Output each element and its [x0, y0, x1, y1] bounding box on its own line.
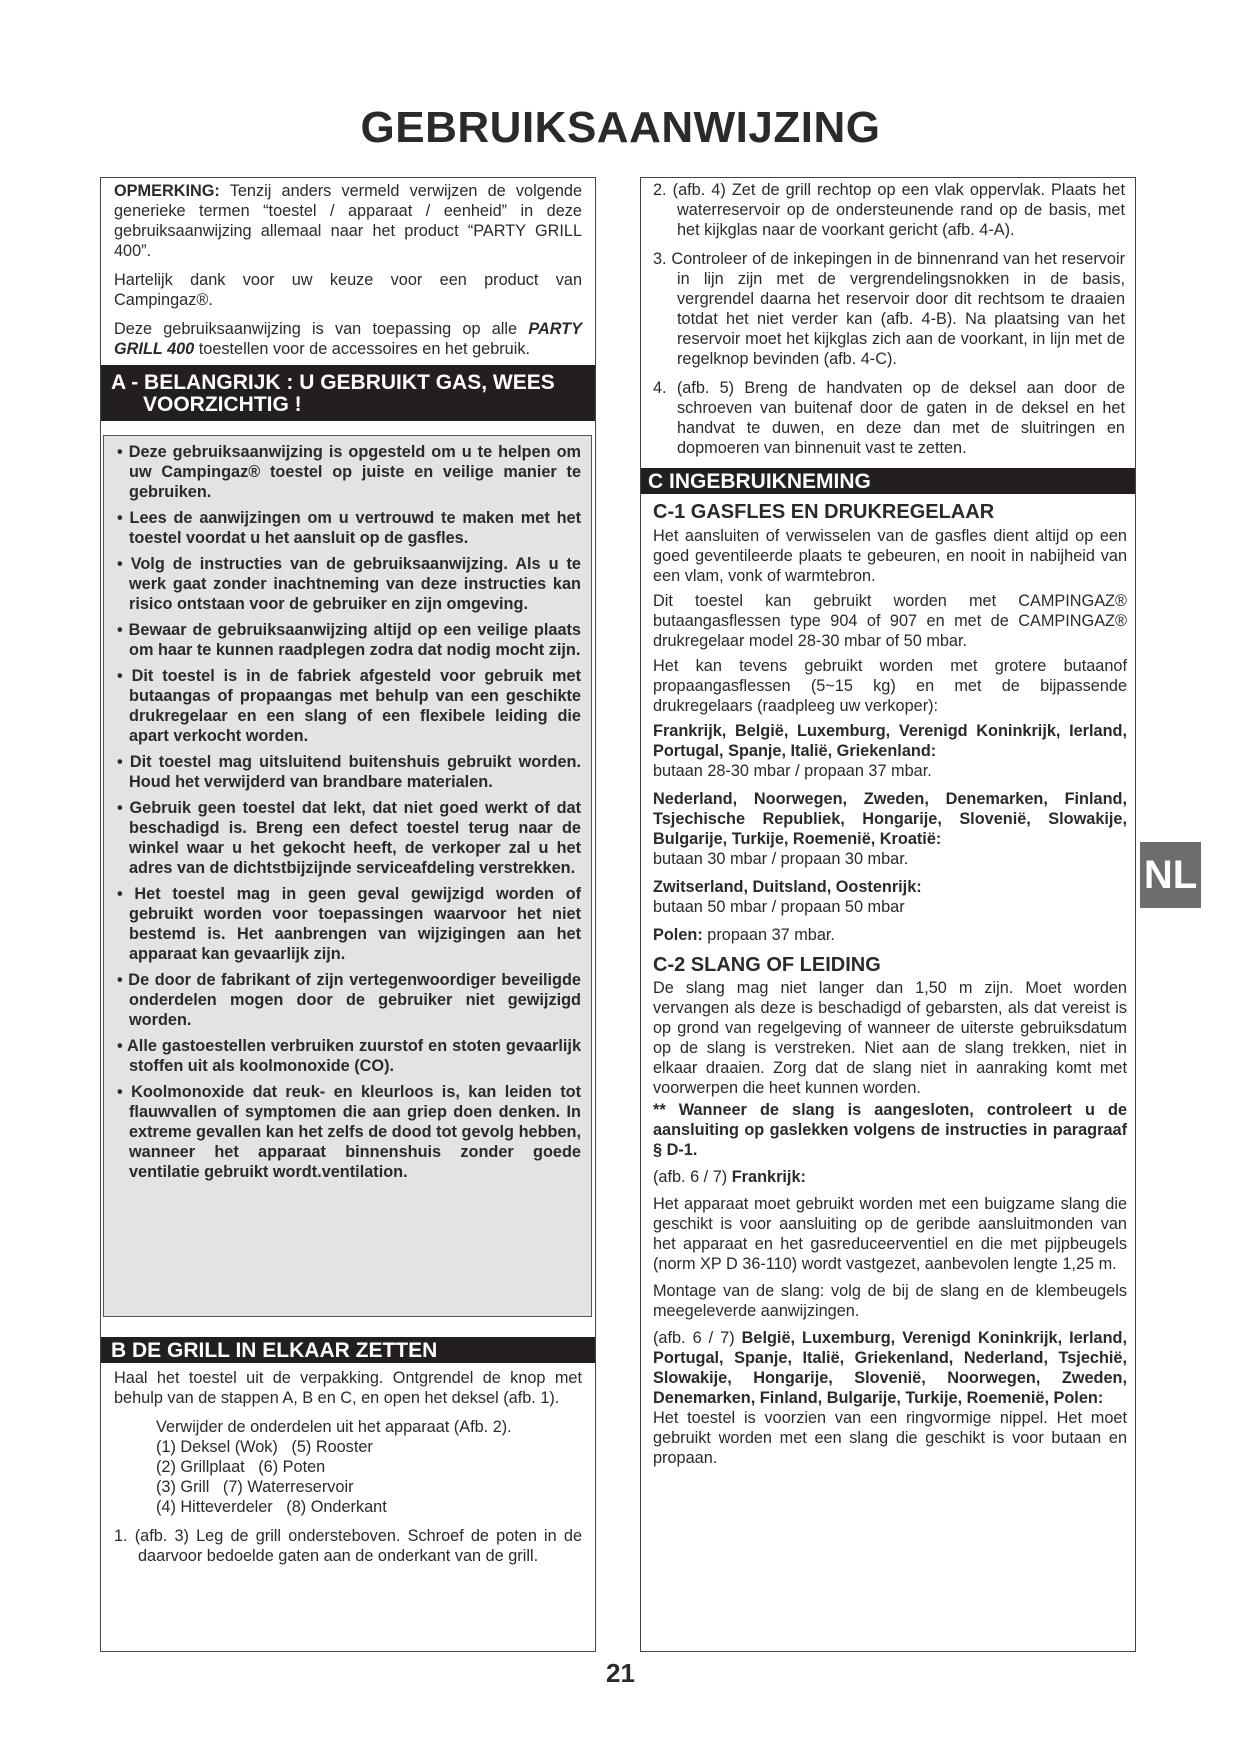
country-group-4 — [653, 925, 1127, 945]
parts-item: (2) Grillplaat (6) Poten — [156, 1458, 326, 1476]
thanks-paragraph: Hartelijk dank voor uw keuze voor een product van Campingaz®. — [114, 271, 582, 309]
country-list: Frankrijk: — [731, 1168, 806, 1186]
section-c-heading: C INGEBRUIKNEMING — [641, 468, 1135, 494]
country-group-2 — [653, 789, 1127, 869]
c2-heading: C-2 SLANG OF LEIDING — [653, 954, 881, 976]
assembly-step-2: 2. (afb. 4) Zet de grill rechtop op een vlak oppervlak. Plaats het waterreservoir op de ondersteunende rand op de basis, met het kijkglas naar de voorkant gericht (afb. 4-A). — [653, 181, 1125, 239]
c1-paragraph: Het aansluiten of verwisselen van de gasfles dient altijd op een goed geventileerde plaats te gebeuren, en nooit in nabijheid van een vlam, vonk of warmtebron. — [653, 527, 1127, 585]
figure-ref: (afb. 6 / 7) — [653, 1168, 732, 1186]
warning-item: • Dit toestel mag uitsluitend buitenshuis gebruikt worden. Houd het verwijderd van brandbare materialen. — [117, 753, 581, 791]
c1-paragraph: Dit toestel kan gebruikt worden met CAMPINGAZ® butaangasflessen type 904 of 907 en met de CAMPINGAZ® drukregelaar model 28-30 mbar of 50 mbar. — [653, 592, 1127, 650]
left-column — [100, 177, 596, 1652]
c2-paragraph: Het toestel is voorzien van een ringvormige nippel. Het moet gebruikt worden met een slang die geschikt is voor butaan en propaan. — [653, 1409, 1127, 1467]
assembly-step-4: 4. (afb. 5) Breng de handvaten op de deksel aan door de schroeven van buitenaf door de gaten in de deksel en het handvat te duwen, en deze dan met de sluitringen en dopmoeren van binnenuit vast te zetten. — [653, 379, 1125, 457]
language-tab: NL — [1140, 842, 1201, 908]
country-list: Frankrijk, België, Luxemburg, Verenigd Koninkrijk, Ierland, Portugal, Spanje, Italië, Griekenland: — [653, 722, 1127, 760]
section-b-heading: B DE GRILL IN ELKAAR ZETTEN — [101, 1337, 595, 1363]
section-a-heading — [101, 365, 595, 421]
warning-item: • Bewaar de gebruiksaanwijzing altijd op een veilige plaats om haar te kunnen raadplegen zodra dat nodig mocht zijn. — [117, 621, 581, 659]
warning-item: • Dit toestel is in de fabriek afgesteld voor gebruik met butaangas of propaangas met behulp van een geschikte drukregelaar en een slang of een flexibele leiding die apart verkocht worden. — [117, 667, 581, 745]
section-a-heading-line1: A - BELANGRIJK : U GEBRUIKT GAS, WEES — [111, 371, 555, 394]
parts-intro: Verwijder de onderdelen uit het apparaat (Afb. 2). — [156, 1418, 512, 1436]
warning-item: • Koolmonoxide dat reuk- en kleurloos is, kan leiden tot flauwvallen of symptomen die aan griep doen denken. In extreme gevallen kan het zelfs de dood tot gevolg hebben, wanneer het apparaat binnenshuis zonder goede ventilatie gebruikt wordt.ventilation. — [117, 1083, 581, 1181]
country-group-3 — [653, 877, 1127, 917]
assembly-steps — [641, 178, 1135, 458]
parts-item: (3) Grill (7) Waterreservoir — [156, 1478, 354, 1496]
country-list: België, Luxemburg, Verenigd Koninkrijk, Ierland, Portugal, Spanje, Italië, Griekenland, Nederland, Tsjechië, Slowakije, Hongarije, Slovenië, Noorwegen, Zweden, Denemarken, Finland, Bulgarije, Turkije, Roemenië, Polen: — [653, 1329, 1127, 1407]
intro-block — [101, 181, 595, 359]
remark-text: Tenzij anders vermeld verwijzen de volgende generieke termen “toestel / apparaat / eenheid” in deze gebruiksaanwijzing allemaal naar het product “PARTY GRILL 400”. — [114, 182, 582, 260]
remark-paragraph — [114, 181, 582, 261]
country-list: Zwitserland, Duitsland, Oostenrijk: — [653, 878, 922, 896]
section-a-heading-line2: VOORZICHTIG ! — [143, 393, 302, 416]
pressure-spec: butaan 30 mbar / propaan 30 mbar. — [653, 850, 909, 868]
c2-paragraph: Montage van de slang: volg de bij de slang en de klembeugels meegeleverde aanwijzingen. — [653, 1282, 1127, 1320]
country-list: Nederland, Noorwegen, Zweden, Denemarken, Finland, Tsjechische Republiek, Hongarije, Slovenië, Slowakije, Bulgarije, Turkije, Roemenië, Kroatië: — [653, 790, 1127, 848]
warning-item: • Gebruik geen toestel dat lekt, dat niet goed werkt of dat beschadigd is. Breng een defect toestel terug naar de winkel waar u het gekocht heeft, de verkoper zal u het adres van de dichtstbijzijnde serviceafdeling verstrekken. — [117, 799, 581, 877]
warning-item: • De door de fabrikant of zijn vertegenwoordiger beveiligde onderdelen mogen door de gebruiker niet gewijzigd worden. — [117, 971, 581, 1029]
c2-paragraph: De slang mag niet langer dan 1,50 m zijn. Moet worden vervangen als deze is beschadigd of gebarsten, als dat vereist is op grond van regelgeving of wanneer de uiterste gebruiksdatum op de slang is verstreken. Niet aan de slang trekken, niet in elkaar draaien. Zorg dat de slang niet in aanraking komt met voorwerpen die heet kunnen worden. — [653, 979, 1127, 1097]
right-column — [640, 177, 1136, 1652]
section-c-body — [641, 494, 1135, 1468]
section-b-intro: Haal het toestel uit de verpakking. Ontgrendel de knop met behulp van de stappen A, B en C, en open het deksel (afb. 1). — [114, 1369, 582, 1407]
c2-paragraph: Het apparaat moet gebruikt worden met een buigzame slang die geschikt is voor aansluiting op de geribde aansluitmonden van het apparaat en het gasreduceerventiel en die met pijpbeugels (norm XP D 36-110) wordt vastgezet, aanbevolen lengte 1,25 m. — [653, 1195, 1127, 1273]
warning-item: • Lees de aanwijzingen om u vertrouwd te maken met het toestel voordat u het aansluit op de gasfles. — [117, 509, 581, 547]
figure-ref: (afb. 6 / 7) — [653, 1329, 742, 1347]
country-group-1 — [653, 721, 1127, 781]
parts-item: (4) Hitteverdeler (8) Onderkant — [156, 1498, 387, 1516]
applies-product: PARTY GRILL 400 — [114, 320, 582, 358]
pressure-spec: butaan 28-30 mbar / propaan 37 mbar. — [653, 762, 932, 780]
c1-paragraph: Het kan tevens gebruikt worden met grotere butaanof propaangasflessen (5~15 kg) en met de bijpassende drukregelaars (raadpleeg uw verkoper): — [653, 657, 1127, 715]
warning-item: • Alle gastoestellen verbruiken zuurstof en stoten gevaarlijk stoffen uit als koolmonoxide (CO). — [117, 1037, 581, 1075]
page-number: 21 — [606, 1658, 635, 1688]
safety-warnings-box — [103, 435, 592, 1317]
applies-paragraph — [114, 319, 582, 359]
page-title: GEBRUIKSAANWIJZING — [360, 103, 881, 152]
warning-item: • Het toestel mag in geen geval gewijzigd worden of gebruikt worden voor toepassingen waarvoor het niet bestemd is. Het aanbrengen van wijzigingen aan het apparaat kan gevaarlijk zijn. — [117, 885, 581, 963]
c1-heading: C-1 GASFLES EN DRUKREGELAAR — [653, 501, 995, 523]
c2-france-label — [653, 1167, 1127, 1187]
warning-item: • Volg de instructies van de gebruiksaanwijzing. Als u te werk gaat zonder inachtneming van deze instructies kan risico ontstaan voor de gebruiker en zijn omgeving. — [117, 555, 581, 613]
parts-item: (1) Deksel (Wok) (5) Rooster — [156, 1438, 373, 1456]
pressure-spec: propaan 37 mbar. — [702, 926, 835, 944]
c2-leak-warning: ** Wanneer de slang is aangesloten, controleert u de aansluiting op gaslekken volgens de instructies in paragraaf § D-1. — [653, 1101, 1127, 1159]
section-b-body — [101, 1363, 595, 1566]
remark-label: OPMERKING: — [114, 182, 220, 200]
c2-other-countries — [653, 1328, 1127, 1408]
warning-item: • Deze gebruiksaanwijzing is opgesteld om u te helpen om uw Campingaz® toestel op juiste en veilige manier te gebruiken. — [117, 443, 581, 501]
applies-suffix: toestellen voor de accessoires en het gebruik. — [194, 340, 531, 358]
country-list: Polen: — [653, 926, 703, 944]
parts-list — [114, 1417, 582, 1517]
assembly-step-1: 1. (afb. 3) Leg de grill ondersteboven. Schroef de poten in de daarvoor bedoelde gaten aan de onderkant van de grill. — [114, 1527, 582, 1565]
assembly-step-3: 3. Controleer of de inkepingen in de binnenrand van het reservoir in lijn zijn met de vergrendelingsnokken in de basis, vergrendel daarna het reservoir door dit rechtsom te draaien totdat het niet verder kan (afb. 4-B). Na plaatsing van het reservoir moet het kijkglas zich aan de voorkant, in lijn met de regelknop bevinden (afb. 4-C). — [653, 250, 1125, 368]
applies-prefix: Deze gebruiksaanwijzing is van toepassing op alle — [114, 320, 529, 338]
pressure-spec: butaan 50 mbar / propaan 50 mbar — [653, 898, 905, 916]
